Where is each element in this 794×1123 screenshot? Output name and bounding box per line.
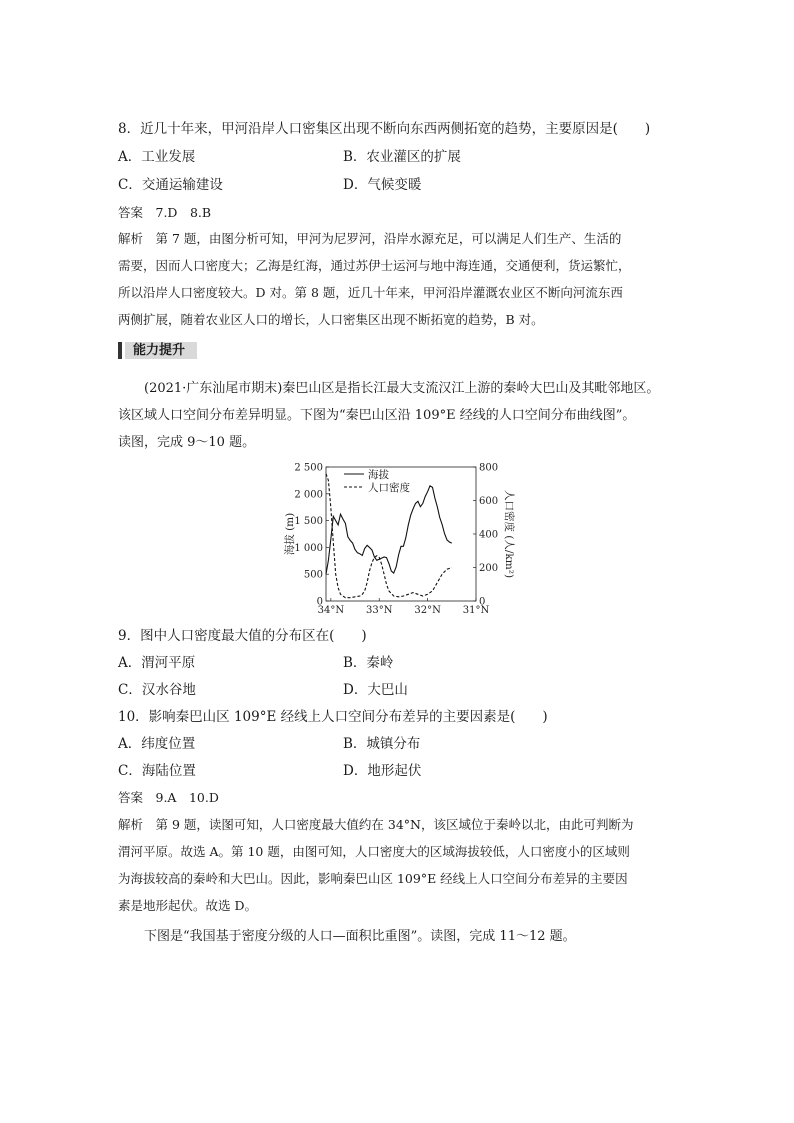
x-tick-label: 34°N [317, 605, 345, 616]
question-9-stem: 9．图中人口密度最大值的分布区在( ) [118, 628, 367, 644]
y-axis-left-title: 海拔 (m) [284, 512, 296, 556]
answer-9-10: 答案 9.A 10.D [118, 790, 219, 805]
analysis-7-8-line-4: 两侧扩展，随着农业区人口的增长，人口密集区出现不断拓宽的趋势，B 对。 [118, 312, 544, 327]
section-header [118, 341, 197, 360]
y-right-tick-label: 800 [479, 462, 499, 474]
y-left-tick-label: 2 000 [294, 489, 323, 501]
y-left-tick-label: 1 500 [294, 516, 323, 528]
q8-option-c: C．交通运输建设 [118, 177, 223, 193]
legend-label: 海拔 [368, 469, 389, 481]
y-left-tick-label: 500 [303, 569, 323, 581]
y-right-tick-label: 200 [479, 563, 499, 574]
y-right-tick-label: 0 [479, 596, 486, 608]
q9-option-b: B．秦岭 [343, 655, 394, 671]
q9-option-a: A．渭河平原 [118, 655, 196, 671]
intro-line-1: (2021·广东汕尾市期末)秦巴山区是指长江最大支流汉江上游的秦岭大巴山及其毗邻地区。 [118, 381, 660, 396]
analysis-9-10-line-4: 素是地形起伏。故选 D。 [118, 898, 257, 913]
q8-option-a: A．工业发展 [118, 149, 196, 165]
population-elevation-chart [0, 460, 794, 620]
x-tick-label: 32°N [414, 605, 441, 616]
analysis-9-10-line-1: 解析 第 9 题，读图可知，人口密度最大值约在 34°N，该区域位于秦岭以北，由此可判断为 [118, 817, 634, 832]
analysis-7-8-line-2: 需要，因而人口密度大；乙海是红海，通过苏伊士运河与地中海连通，交通便利，货运繁忙， [118, 258, 631, 273]
outro-text: 下图是“我国基于密度分级的人口—面积比重图”。读图，完成 11～12 题。 [118, 929, 576, 944]
legend-label: 人口密度 [368, 482, 410, 494]
y-right-tick-label: 600 [479, 496, 499, 507]
q10-option-a: A．纬度位置 [118, 736, 196, 752]
answer-7-8: 答案 7.D 8.B [118, 205, 212, 220]
analysis-9-10-line-2: 渭河平原。故选 A。第 10 题，由图可知，人口密度大的区域海拔较低，人口密度小的区域则 [118, 844, 630, 859]
q8-option-b: B．农业灌区的扩展 [343, 149, 461, 165]
elevation-line [326, 486, 452, 574]
analysis-7-8-line-1: 解析 第 7 题，由图分析可知，甲河为尼罗河，沿岸水源充足，可以满足人们生产、生活的 [118, 231, 622, 246]
section-title: 能力提升 [125, 342, 197, 359]
analysis-7-8-line-3: 所以沿岸人口密度较大。D 对。第 8 题，近几十年来，甲河沿岸灌溉农业区不断向河流东西 [118, 285, 623, 300]
q8-option-d: D．气候变暖 [343, 177, 422, 193]
intro-line-2: 该区域人口空间分布差异明显。下图为“秦巴山区沿 109°E 经线的人口空间分布曲线图”。 [118, 408, 636, 423]
y-left-tick-label: 2 500 [294, 462, 323, 474]
analysis-9-10-line-3: 为海拔较高的秦岭和大巴山。因此，影响秦巴山区 109°E 经线上人口空间分布差异的主要因 [118, 871, 628, 886]
q10-option-c: C．海陆位置 [118, 763, 196, 779]
q9-option-d: D．大巴山 [343, 682, 408, 698]
y-axis-right-title: 人口密度 (人/km²) [503, 489, 515, 579]
x-tick-label: 33°N [365, 605, 393, 616]
section-marker [118, 342, 122, 359]
y-left-tick-label: 1 000 [294, 542, 323, 554]
q10-option-d: D．地形起伏 [343, 763, 422, 779]
intro-line-3: 读图，完成 9～10 题。 [118, 435, 256, 450]
q10-option-b: B．城镇分布 [343, 736, 421, 752]
y-right-tick-label: 400 [479, 529, 499, 541]
question-8-stem: 8．近几十年来，甲河沿岸人口密集区出现不断向东西两侧拓宽的趋势，主要原因是( ) [118, 121, 651, 137]
y-left-tick-label: 0 [316, 596, 323, 608]
x-tick-label: 31°N [462, 605, 490, 616]
question-10-stem: 10．影响秦巴山区 109°E 经线上人口空间分布差异的主要因素是( ) [118, 709, 548, 725]
q9-option-c: C．汉水谷地 [118, 682, 196, 698]
